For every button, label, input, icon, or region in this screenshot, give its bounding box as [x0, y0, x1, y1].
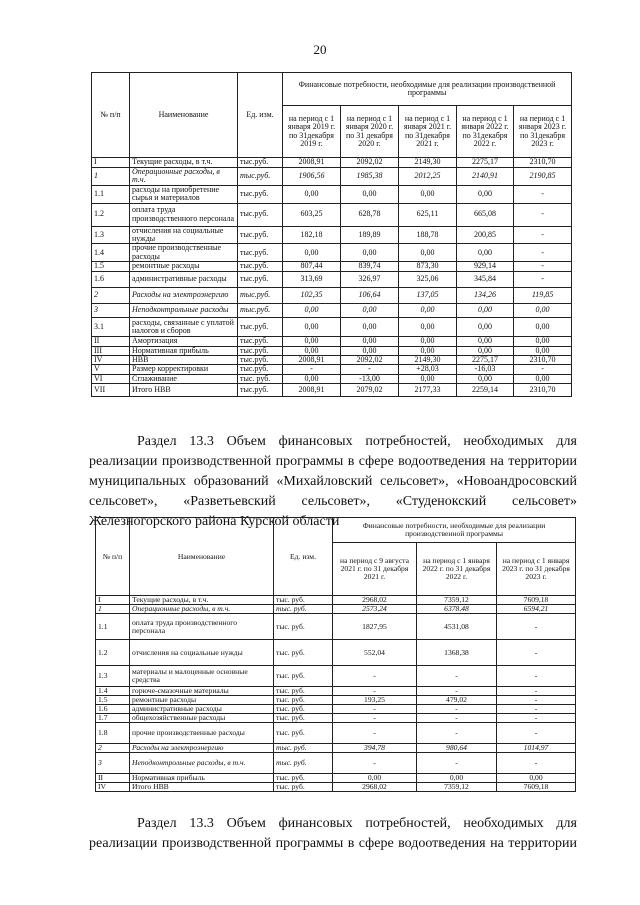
row-unit: тыс. руб. — [274, 696, 333, 705]
table-row — [92, 318, 572, 337]
row-unit: тыс. руб. — [274, 614, 333, 640]
row-name: расходы, связанные с уплатой налогов и сборов — [130, 318, 238, 337]
table-row — [96, 744, 576, 753]
row-value: 0,00 — [283, 185, 341, 203]
row-value: 2140,91 — [457, 168, 514, 186]
row-name: ремонтные расходы — [130, 696, 274, 705]
table-row — [92, 168, 572, 186]
row-unit: тыс. руб. — [274, 640, 333, 666]
row-value: 2190,85 — [514, 168, 572, 186]
row-name: отчисления на социальные нужды — [130, 226, 238, 244]
row-value: - — [417, 687, 497, 696]
row-number: 3 — [96, 753, 130, 774]
period-header: на период с 1 января 2022 г. по 31 декабря 2022 г. — [417, 543, 497, 596]
col-name-header: Наименование — [130, 73, 238, 158]
row-name: административные расходы — [130, 272, 238, 288]
row-number: I — [96, 596, 130, 605]
table-row — [96, 714, 576, 723]
row-name: прочие производственные расходы — [130, 244, 238, 262]
table-row — [96, 783, 576, 792]
row-name: Амортизация — [130, 337, 238, 346]
row-value: 0,00 — [341, 244, 399, 262]
row-number: II — [96, 774, 130, 783]
row-value: 182,18 — [283, 226, 341, 244]
row-unit: тыс.руб. — [238, 168, 283, 186]
row-unit: тыс. руб. — [274, 774, 333, 783]
paragraph-line: Железногорского района Курской области — [89, 514, 340, 529]
row-number: 1.4 — [96, 687, 130, 696]
row-value: - — [497, 705, 576, 714]
row-value: - — [514, 185, 572, 203]
row-unit: тыс. руб. — [274, 687, 333, 696]
row-value: -16,03 — [457, 365, 514, 374]
table-row — [92, 355, 572, 364]
row-value: 0,00 — [399, 318, 457, 337]
row-value: - — [417, 723, 497, 744]
row-value: 0,00 — [514, 374, 572, 383]
row-name: прочие производственные расходы — [130, 723, 274, 744]
table-row — [92, 365, 572, 374]
period-header: на период с 9 августа 2021 г. по 31 декабря 2021 г. — [333, 543, 417, 596]
row-value: - — [514, 203, 572, 226]
row-name: Текущие расходы, в т.ч. — [130, 596, 274, 605]
row-number: 1 — [96, 605, 130, 614]
col-group-header: Финансовые потребности, необходимые для реализации производственной программы — [283, 73, 572, 106]
paragraph-line: реализации производственной программы в сфере водоотведения на территории — [89, 836, 577, 851]
row-value: 2275,17 — [457, 158, 514, 168]
row-value: 2573,24 — [333, 605, 417, 614]
row-number: 1.2 — [92, 203, 130, 226]
row-value: 394,78 — [333, 744, 417, 753]
row-value: 0,00 — [341, 185, 399, 203]
row-unit: тыс. руб. — [274, 705, 333, 714]
row-value: - — [514, 365, 572, 374]
table-row — [92, 262, 572, 272]
row-value: - — [497, 687, 576, 696]
row-value: 0,00 — [457, 185, 514, 203]
row-value: 807,44 — [283, 262, 341, 272]
row-value: 2968,02 — [333, 783, 417, 792]
col-num-header: № п/п — [96, 518, 130, 596]
row-value: 0,00 — [457, 346, 514, 355]
paragraph-line: муниципальных образований «Михайловский сельсовет», «Новоандросовский — [89, 474, 577, 489]
row-number: VI — [92, 374, 130, 383]
row-value: 0,00 — [283, 244, 341, 262]
row-value: - — [417, 705, 497, 714]
row-name: НВВ — [130, 355, 238, 364]
row-number: 1.6 — [92, 272, 130, 288]
row-unit: тыс. руб. — [274, 605, 333, 614]
table-row — [96, 723, 576, 744]
table-row — [92, 384, 572, 397]
row-name: Операционные расходы, в т.ч. — [130, 605, 274, 614]
col-unit-header: Ед. изм. — [238, 73, 283, 158]
row-name: административные расходы — [130, 705, 274, 714]
row-name: Расходы на электроэнергию — [130, 744, 274, 753]
row-value: - — [514, 262, 572, 272]
period-header: на период с 1 января 2021 г. по 31декабря 2021 г. — [399, 106, 457, 158]
row-name: ремонтные расходы — [130, 262, 238, 272]
row-value: 6594,21 — [497, 605, 576, 614]
row-number: 1.3 — [92, 226, 130, 244]
financial-needs-table-1 — [91, 72, 572, 397]
row-name: материалы и малоценные основные средства — [130, 666, 274, 687]
col-num-header: № п/п — [92, 73, 130, 158]
table-row — [92, 185, 572, 203]
row-value: 0,00 — [399, 346, 457, 355]
paragraph-line: Раздел 13.3 Объем финансовых потребностей, необходимых для — [137, 434, 577, 449]
row-unit: тыс.руб. — [238, 304, 283, 318]
table-row — [96, 640, 576, 666]
row-unit: тыс.руб. — [238, 346, 283, 355]
row-value: - — [514, 244, 572, 262]
table-row — [92, 272, 572, 288]
row-name: оплата труда производственного персонала — [130, 203, 238, 226]
row-value: 2310,70 — [514, 384, 572, 397]
row-unit: тыс.руб. — [238, 272, 283, 288]
row-value: 0,00 — [457, 318, 514, 337]
row-unit: тыс.руб. — [238, 244, 283, 262]
row-value: 2275,17 — [457, 355, 514, 364]
row-value: 603,25 — [283, 203, 341, 226]
row-value: 189,89 — [341, 226, 399, 244]
row-unit: тыс. руб. — [274, 596, 333, 605]
row-value: 628,78 — [341, 203, 399, 226]
row-value: 0,00 — [399, 337, 457, 346]
row-unit: тыс.руб. — [238, 318, 283, 337]
row-value: 2079,02 — [341, 384, 399, 397]
row-unit: тыс.руб. — [238, 262, 283, 272]
table-row — [96, 605, 576, 614]
row-unit: тыс.руб. — [238, 384, 283, 397]
col-group-header: Финансовые потребности, необходимые для реализации производственной программы — [333, 518, 576, 543]
row-number: 1.7 — [96, 714, 130, 723]
row-number: 1.8 — [96, 723, 130, 744]
row-number: 1.2 — [96, 640, 130, 666]
row-value: - — [497, 640, 576, 666]
row-unit: тыс. руб. — [274, 714, 333, 723]
row-value: 1368,38 — [417, 640, 497, 666]
row-unit: тыс. руб. — [274, 783, 333, 792]
table-row — [92, 203, 572, 226]
row-value: 0,00 — [514, 346, 572, 355]
row-value: 1906,56 — [283, 168, 341, 186]
period-header: на период с 1 января 2019 г. по 31декабря 2019 г. — [283, 106, 341, 158]
row-unit: тыс.руб. — [238, 355, 283, 364]
row-number: VII — [92, 384, 130, 397]
row-number: 2 — [92, 288, 130, 304]
row-number: 1.1 — [96, 614, 130, 640]
row-value: 119,85 — [514, 288, 572, 304]
row-unit: тыс. руб. — [274, 744, 333, 753]
row-name: Неподконтрольные расходы, в т.ч. — [130, 753, 274, 774]
row-value: - — [497, 753, 576, 774]
row-name: оплата труда производственного персонала — [130, 614, 274, 640]
row-name: Сглаживание — [130, 374, 238, 383]
row-value: - — [417, 714, 497, 723]
row-value: - — [497, 696, 576, 705]
row-number: 1.3 — [96, 666, 130, 687]
row-value: 188,78 — [399, 226, 457, 244]
row-value: 839,74 — [341, 262, 399, 272]
row-number: IV — [92, 355, 130, 364]
table-row — [96, 614, 576, 640]
row-value: 7609,18 — [497, 783, 576, 792]
row-value: 313,69 — [283, 272, 341, 288]
row-unit: тыс.руб. — [238, 337, 283, 346]
row-value: 2310,70 — [514, 355, 572, 364]
row-number: 3.1 — [92, 318, 130, 337]
row-value: - — [497, 723, 576, 744]
row-value: 1985,38 — [341, 168, 399, 186]
row-value: 0,00 — [341, 318, 399, 337]
row-value: 479,02 — [417, 696, 497, 705]
row-unit: тыс.руб. — [238, 226, 283, 244]
row-name: расходы на приобретение сырья и материалов — [130, 185, 238, 203]
row-unit: тыс.руб. — [238, 288, 283, 304]
row-value: 929,14 — [457, 262, 514, 272]
row-value: 0,00 — [399, 304, 457, 318]
table-row — [92, 374, 572, 383]
row-value: 7359,12 — [417, 596, 497, 605]
row-name: Итого НВВ — [130, 783, 274, 792]
paragraph-line: реализации производственной программы в сфере водоотведения на территории — [89, 454, 577, 469]
row-value: 0,00 — [283, 374, 341, 383]
row-value: - — [333, 753, 417, 774]
row-value: 4531,08 — [417, 614, 497, 640]
row-value: 1014,97 — [497, 744, 576, 753]
row-value: - — [341, 365, 399, 374]
row-unit: тыс. руб. — [274, 723, 333, 744]
row-value: - — [497, 614, 576, 640]
paragraph-line: Раздел 13.3 Объем финансовых потребностей, необходимых для — [137, 816, 577, 831]
row-name: Нормативная прибыль — [130, 346, 238, 355]
row-value: 0,00 — [457, 337, 514, 346]
row-value: 6378,48 — [417, 605, 497, 614]
row-value: 0,00 — [399, 374, 457, 383]
row-number: IV — [96, 783, 130, 792]
row-value: 2968,02 — [333, 596, 417, 605]
table-row — [92, 346, 572, 355]
row-value: 326,97 — [341, 272, 399, 288]
row-number: 1.1 — [92, 185, 130, 203]
row-value: 0,00 — [399, 244, 457, 262]
row-unit: тыс. руб. — [238, 374, 283, 383]
row-value: 0,00 — [497, 774, 576, 783]
row-value: 2149,30 — [399, 355, 457, 364]
row-value: 345,84 — [457, 272, 514, 288]
row-value: - — [333, 705, 417, 714]
row-value: 325,06 — [399, 272, 457, 288]
row-value: +28,03 — [399, 365, 457, 374]
row-number: 1.6 — [96, 705, 130, 714]
row-value: 7359,12 — [417, 783, 497, 792]
table-row — [92, 288, 572, 304]
row-value: 0,00 — [514, 337, 572, 346]
table-row — [92, 244, 572, 262]
row-value: 0,00 — [333, 774, 417, 783]
row-value: 873,30 — [399, 262, 457, 272]
row-value: - — [514, 272, 572, 288]
row-value: - — [497, 714, 576, 723]
row-value: - — [417, 666, 497, 687]
row-value: - — [333, 723, 417, 744]
row-value: 552,04 — [333, 640, 417, 666]
table-row — [96, 596, 576, 605]
row-value: 0,00 — [457, 304, 514, 318]
row-value: 0,00 — [283, 346, 341, 355]
row-value: 0,00 — [514, 318, 572, 337]
row-number: 1.5 — [92, 262, 130, 272]
row-value: 0,00 — [457, 244, 514, 262]
row-number: I — [92, 158, 130, 168]
row-value: 7609,18 — [497, 596, 576, 605]
table-row — [96, 774, 576, 783]
period-header: на период с 1 января 2022 г. по 31декабря 2022 г. — [457, 106, 514, 158]
row-name: общехозяйственные расходы — [130, 714, 274, 723]
period-header: на период с 1 января 2023 г. по 31декабря 2023 г. — [514, 106, 572, 158]
row-name: Неподконтрольные расходы — [130, 304, 238, 318]
row-value: 625,11 — [399, 203, 457, 226]
row-name: Размер корректировки — [130, 365, 238, 374]
row-value: 980,64 — [417, 744, 497, 753]
financial-needs-table-2 — [95, 517, 576, 792]
row-value: 2259,14 — [457, 384, 514, 397]
row-value: 0,00 — [341, 337, 399, 346]
row-number: 1.5 — [96, 696, 130, 705]
table-row — [96, 696, 576, 705]
row-value: 665,08 — [457, 203, 514, 226]
row-value: - — [333, 666, 417, 687]
row-name: Операционные расходы, в т.ч. — [130, 168, 238, 186]
row-unit: тыс.руб. — [238, 203, 283, 226]
section-heading-paragraph-2 — [89, 814, 577, 854]
row-value: 2008,91 — [283, 355, 341, 364]
table-row — [92, 337, 572, 346]
row-unit: тыс.руб. — [238, 158, 283, 168]
table-row — [96, 666, 576, 687]
row-unit: тыс.руб. — [238, 185, 283, 203]
row-value: 0,00 — [283, 304, 341, 318]
period-header: на период с 1 января 2020 г. по 31 декабря 2020 г. — [341, 106, 399, 158]
row-value: 2092,02 — [341, 158, 399, 168]
row-name: Итого НВВ — [130, 384, 238, 397]
row-value: 0,00 — [283, 318, 341, 337]
table-row — [96, 753, 576, 774]
row-name: Нормативная прибыль — [130, 774, 274, 783]
row-value: 200,85 — [457, 226, 514, 244]
row-value: 193,25 — [333, 696, 417, 705]
row-value: 2177,33 — [399, 384, 457, 397]
row-value: 0,00 — [283, 337, 341, 346]
row-name: отчисления на социальные нужды — [130, 640, 274, 666]
row-value: 137,05 — [399, 288, 457, 304]
table-row — [92, 158, 572, 168]
row-value: 2310,70 — [514, 158, 572, 168]
row-value: - — [417, 753, 497, 774]
row-value: - — [514, 226, 572, 244]
row-unit: тыс.руб. — [238, 365, 283, 374]
row-number: III — [92, 346, 130, 355]
row-value: 0,00 — [399, 185, 457, 203]
row-value: 102,35 — [283, 288, 341, 304]
row-value: -13,00 — [341, 374, 399, 383]
page-number: 20 — [313, 42, 327, 57]
row-number: II — [92, 337, 130, 346]
row-value: 2092,02 — [341, 355, 399, 364]
table-row — [96, 705, 576, 714]
row-value: - — [497, 666, 576, 687]
paragraph-line: сельсовет», «Разветьевский сельсовет», «Студенокский сельсовет» — [89, 494, 577, 509]
row-value: 2008,91 — [283, 384, 341, 397]
row-value: - — [333, 714, 417, 723]
col-unit-header: Ед. изм. — [274, 518, 333, 596]
table-row — [92, 304, 572, 318]
row-value: 0,00 — [417, 774, 497, 783]
row-number: 2 — [96, 744, 130, 753]
col-name-header: Наименование — [130, 518, 274, 596]
row-name: горюче-смазочные материалы — [130, 687, 274, 696]
row-value: 0,00 — [514, 304, 572, 318]
table-row — [92, 226, 572, 244]
row-value: 106,64 — [341, 288, 399, 304]
row-unit: тыс. руб. — [274, 753, 333, 774]
row-name: Текущие расходы, в т.ч. — [130, 158, 238, 168]
row-value: 1827,95 — [333, 614, 417, 640]
row-number: 1.4 — [92, 244, 130, 262]
period-header: на период с 1 января 2023 г. по 31 декабря 2023 г. — [497, 543, 576, 596]
row-value: - — [283, 365, 341, 374]
row-name: Расходы на электроэнергию — [130, 288, 238, 304]
row-unit: тыс. руб. — [274, 666, 333, 687]
row-value: 0,00 — [341, 346, 399, 355]
row-number: 1 — [92, 168, 130, 186]
table-row — [96, 687, 576, 696]
row-value: 134,26 — [457, 288, 514, 304]
row-value: 0,00 — [457, 374, 514, 383]
row-value: 2012,25 — [399, 168, 457, 186]
row-number: 3 — [92, 304, 130, 318]
row-value: - — [333, 687, 417, 696]
row-value: 2149,30 — [399, 158, 457, 168]
row-value: 0,00 — [341, 304, 399, 318]
row-value: 2008,91 — [283, 158, 341, 168]
row-number: V — [92, 365, 130, 374]
